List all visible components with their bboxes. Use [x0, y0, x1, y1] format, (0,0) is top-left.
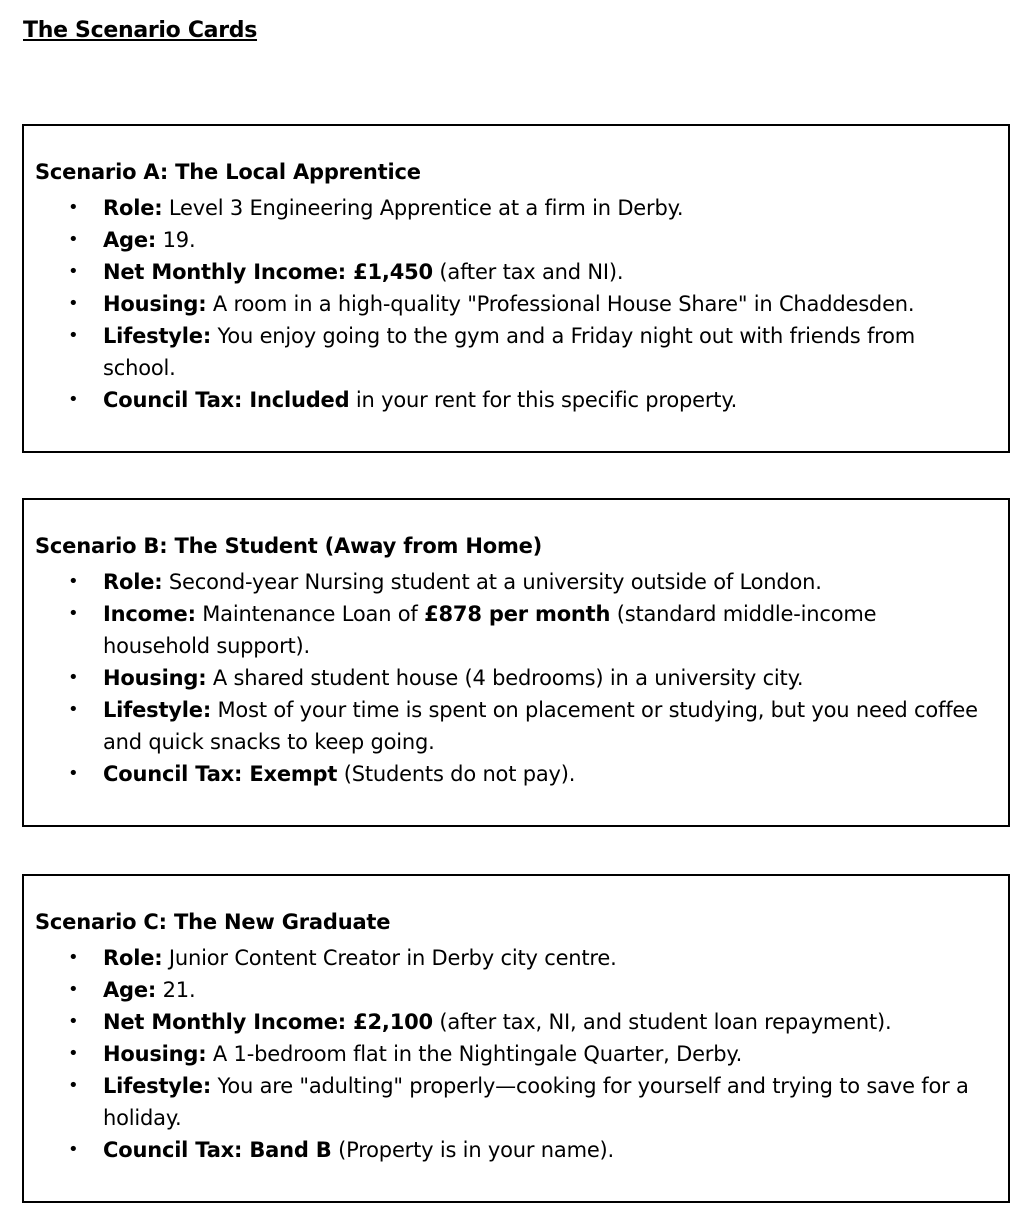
item-text: Maintenance Loan of: [195, 602, 425, 626]
item-label: Housing:: [103, 666, 207, 690]
list-item: [24, 598, 1004, 662]
scenario-title: Scenario A: The Local Apprentice: [35, 160, 421, 184]
list-item: [24, 224, 1004, 256]
list-item: [24, 256, 1004, 288]
item-text-2: (standard middle-income household support).: [103, 602, 877, 658]
bullet-icon: •: [68, 261, 79, 282]
item-text: You are "adulting" properly—cooking for yourself and trying to save for a holiday.: [103, 1074, 969, 1130]
bullet-icon: •: [68, 571, 79, 592]
bullet-icon: •: [68, 1011, 79, 1032]
list-item: [24, 1038, 1004, 1070]
item-label: Income:: [103, 602, 196, 626]
item-label: Housing:: [103, 292, 207, 316]
bullet-icon: •: [68, 229, 79, 250]
item-text: 19.: [156, 228, 196, 252]
item-label: Role:: [103, 196, 163, 220]
bullet-icon: •: [68, 947, 79, 968]
list-item: [24, 288, 1004, 320]
item-amount: £878 per month: [424, 602, 611, 626]
list-item: [24, 974, 1004, 1006]
item-text: Most of your time is spent on placement or studying, but you need coffee and quick snacks to keep going.: [103, 698, 978, 754]
item-text: (after tax and NI).: [432, 260, 624, 284]
item-text: in your rent for this specific property.: [349, 388, 738, 412]
item-label: Lifestyle:: [103, 324, 212, 348]
scenario-card-b: [22, 498, 1010, 827]
list-item: [24, 1134, 1004, 1166]
item-label: Net Monthly Income: £1,450: [103, 260, 433, 284]
item-text: Level 3 Engineering Apprentice at a firm in Derby.: [162, 196, 684, 220]
list-item: [24, 942, 1004, 974]
list-item: [24, 1070, 1004, 1134]
bullet-icon: •: [68, 197, 79, 218]
item-label: Lifestyle:: [103, 1074, 212, 1098]
item-label: Council Tax: Exempt: [103, 762, 338, 786]
list-item: [24, 758, 1004, 790]
item-text: A room in a high-quality "Professional House Share" in Chaddesden.: [206, 292, 915, 316]
item-text: 21.: [156, 978, 196, 1002]
item-label: Age:: [103, 978, 157, 1002]
bullet-icon: •: [68, 1043, 79, 1064]
scenario-details-list: [24, 566, 1004, 790]
item-label: Age:: [103, 228, 157, 252]
bullet-icon: •: [68, 389, 79, 410]
bullet-icon: •: [68, 603, 79, 624]
item-text: (after tax, NI, and student loan repayment).: [432, 1010, 892, 1034]
list-item: [24, 384, 1004, 416]
item-text: You enjoy going to the gym and a Friday night out with friends from school.: [103, 324, 916, 380]
page-title: The Scenario Cards: [23, 18, 258, 43]
item-text: A 1-bedroom flat in the Nightingale Quarter, Derby.: [206, 1042, 743, 1066]
bullet-icon: •: [68, 1075, 79, 1096]
list-item: [24, 566, 1004, 598]
bullet-icon: •: [68, 699, 79, 720]
bullet-icon: •: [68, 763, 79, 784]
list-item: [24, 192, 1004, 224]
item-label: Council Tax: Included: [103, 388, 350, 412]
item-label: Lifestyle:: [103, 698, 212, 722]
list-item: [24, 1006, 1004, 1038]
list-item: [24, 694, 1004, 758]
item-text: (Students do not pay).: [337, 762, 576, 786]
item-text: Junior Content Creator in Derby city centre.: [162, 946, 617, 970]
scenario-card-c: [22, 874, 1010, 1203]
bullet-icon: •: [68, 325, 79, 346]
bullet-icon: •: [68, 293, 79, 314]
list-item: [24, 320, 1004, 384]
item-label: Council Tax: Band B: [103, 1138, 332, 1162]
item-text: Second-year Nursing student at a university outside of London.: [162, 570, 822, 594]
scenario-title: Scenario C: The New Graduate: [35, 910, 391, 934]
scenario-card-a: [22, 124, 1010, 453]
scenario-details-list: [24, 942, 1004, 1166]
scenario-details-list: [24, 192, 1004, 416]
item-text: (Property is in your name).: [331, 1138, 615, 1162]
item-label: Net Monthly Income: £2,100: [103, 1010, 433, 1034]
bullet-icon: •: [68, 667, 79, 688]
bullet-icon: •: [68, 1139, 79, 1160]
item-text: A shared student house (4 bedrooms) in a university city.: [206, 666, 804, 690]
item-label: Role:: [103, 570, 163, 594]
item-label: Role:: [103, 946, 163, 970]
item-label: Housing:: [103, 1042, 207, 1066]
list-item: [24, 662, 1004, 694]
scenario-title: Scenario B: The Student (Away from Home): [35, 534, 543, 558]
bullet-icon: •: [68, 979, 79, 1000]
